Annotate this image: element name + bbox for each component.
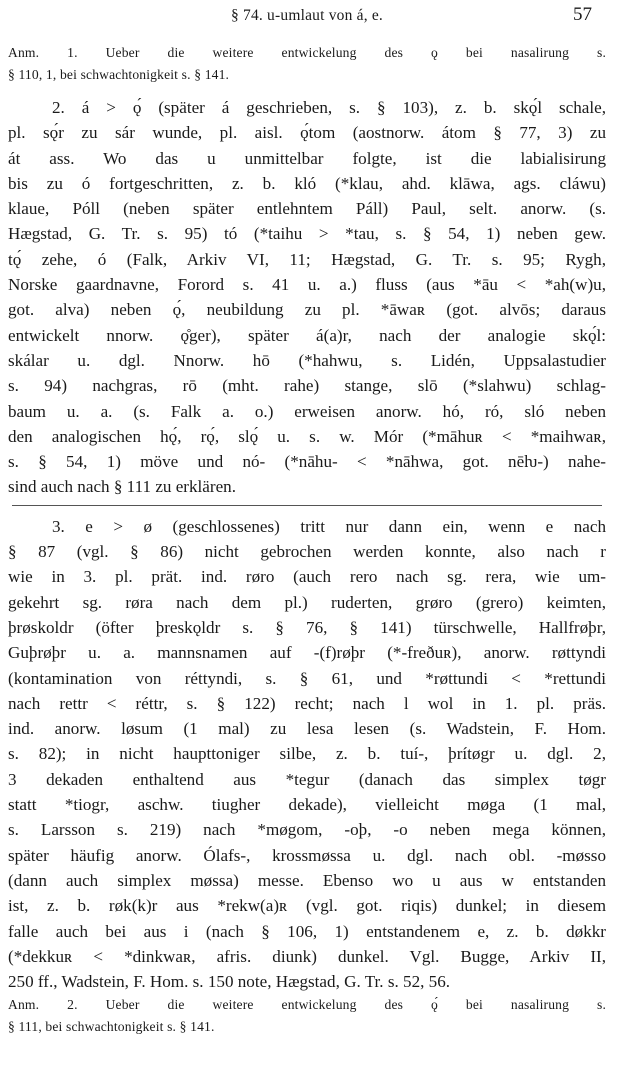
text-line: got. alva) neben ǫ́, neubildung zu pl. *āwaʀ (got. alvōs; daraus bbox=[8, 300, 606, 320]
text-line: sind auch nach § 111 zu erklären. bbox=[8, 477, 236, 497]
text-line: baum u. a. (s. Falk a. o.) erweisen anorw. hó, ró, sló neben bbox=[8, 401, 606, 421]
running-title: § 74. u-umlaut von á, e. bbox=[230, 7, 384, 24]
text-line: später häufig anorw. Ólafs-, krossmøssa u. dgl. nach obl. -møsso bbox=[8, 845, 606, 865]
footnote-anm-2 bbox=[8, 994, 606, 1038]
section-divider bbox=[12, 505, 602, 506]
text-line: ind. anorw. løsum (1 mal) zu lesa lesen (s. Wadstein, F. Hom. bbox=[8, 719, 606, 739]
text-line: Hægstad, G. Tr. s. 95) tó (*taihu > *tau, s. § 54, 1) neben gew. bbox=[8, 224, 606, 244]
text-line: falle auch bei aus i (nach § 106, 1) entstandenem e, z. b. døkkr bbox=[8, 921, 606, 941]
text-line: Anm. 2. Ueber die weitere entwickelung des ǫ́ bei nasalirung s. bbox=[8, 997, 606, 1013]
page-number: 57 bbox=[573, 4, 592, 25]
text-line: 250 ff., Wadstein, F. Hom. s. 150 note, Hægstad, G. Tr. s. 52, 56. bbox=[8, 972, 451, 992]
text-line: s. Larsson s. 219) nach *møgom, -oþ, -o neben mega können, bbox=[8, 820, 606, 840]
text-line: gekehrt sg. røra nach dem pl.) ruderten, grøro (grero) keimten, bbox=[8, 592, 606, 612]
text-line: s. § 54, 1) möve und nó- (*nāhu- < *nāhwa, got. nēƕ-) nahe- bbox=[8, 452, 606, 472]
text-line: § 111, bei schwachtonigkeit s. § 141. bbox=[8, 1019, 215, 1035]
text-line: (dann auch simplex møssa) messe. Ebenso wo u aus w entstanden bbox=[8, 870, 606, 890]
text-line: § 87 (vgl. § 86) nicht gebrochen werden konnte, also nach r bbox=[8, 542, 606, 562]
text-line: 2. á > ǫ́ (später á geschrieben, s. § 103), z. b. skǫ́l schale, bbox=[52, 98, 606, 117]
text-line: át ass. Wo das u unmittelbar folgte, ist die labialisirung bbox=[8, 148, 606, 168]
text-line: skálar u. dgl. Nnorw. hō (*hahwu, s. Lidén, Uppsalastudier bbox=[8, 350, 606, 370]
text-line: pl. sǫ́r zu sár wunde, pl. aisl. ǫ́tom (aostnorw. átom § 77, 3) zu bbox=[8, 123, 606, 143]
text-line: ist, z. b. røk(k)r aus *rekw(a)ʀ (vgl. got. riqis) dunkel; in diesem bbox=[8, 896, 606, 916]
text-line: s. 94) nachgras, rō (mht. rahe) stange, slō (*slahwu) schlag- bbox=[8, 376, 606, 396]
text-line: Anm. 1. Ueber die weitere entwickelung des ǫ bei nasalirung s. bbox=[8, 45, 606, 60]
text-line: þrøskoldr (öfter þreskǫldr s. § 76, § 141) türschwelle, Hallfrøþr, bbox=[8, 617, 606, 637]
paragraph-section-3 bbox=[8, 514, 606, 995]
text-line: (kontamination von réttyndi, s. § 61, und *røttundi < *rettundi bbox=[8, 668, 606, 688]
text-line: nach rettr < réttr, s. § 122) recht; nach l wol in 1. pl. präs. bbox=[8, 693, 606, 713]
footnote-anm-1 bbox=[8, 42, 606, 86]
text-line: s. 82); in nicht haupttoniger silbe, z. b. tuí-, þrítøgr u. dgl. 2, bbox=[8, 744, 606, 764]
text-line: Guþrøþr u. a. mannsnamen auf -(f)røþr (*-freðuʀ), anorw. røttyndi bbox=[8, 643, 606, 663]
text-line: den analogischen hǫ́, rǫ́, slǫ́ u. s. w. Mór (*māhuʀ < *maihwaʀ, bbox=[8, 426, 606, 446]
text-line: entwickelt nnorw. ǫ̊ger), später á(a)r, nach der analogie skǫ́l: bbox=[8, 325, 606, 345]
text-line: 3. e > ø (geschlossenes) tritt nur dann ein, wenn e nach bbox=[52, 516, 606, 536]
text-line: tǫ́ zehe, ó (Falk, Arkiv VI, 11; Hægstad, G. Tr. s. 95; Rygh, bbox=[8, 249, 606, 269]
text-line: bis zu ó fortgeschritten, z. b. kló (*klau, ahd. klāwa, ags. cláwu) bbox=[8, 173, 606, 193]
paragraph-section-2 bbox=[8, 95, 606, 500]
text-line: (*dekkuʀ < *dinkwaʀ, afris. diunk) dunkel. Vgl. Bugge, Arkiv II, bbox=[8, 946, 606, 966]
text-line: Norske gaardnavne, Forord s. 41 u. a.) fluss (aus *āu < *ah(w)u, bbox=[8, 275, 606, 295]
text-line: § 110, 1, bei schwachtonigkeit s. § 141. bbox=[8, 67, 230, 82]
text-line: 3 dekaden enthaltend aus *tegur (danach das simplex tøgr bbox=[8, 769, 606, 789]
page-header bbox=[8, 0, 606, 34]
text-line: klaue, Póll (neben später entlehntem Páll) Paul, selt. anorw. (s. bbox=[8, 199, 606, 219]
text-line: wie in 3. pl. prät. ind. røro (auch rero nach sg. rera, wie um- bbox=[8, 567, 606, 587]
text-line: statt *tiogr, aschw. tiugher dekade), vielleicht møga (1 mal, bbox=[8, 795, 606, 815]
